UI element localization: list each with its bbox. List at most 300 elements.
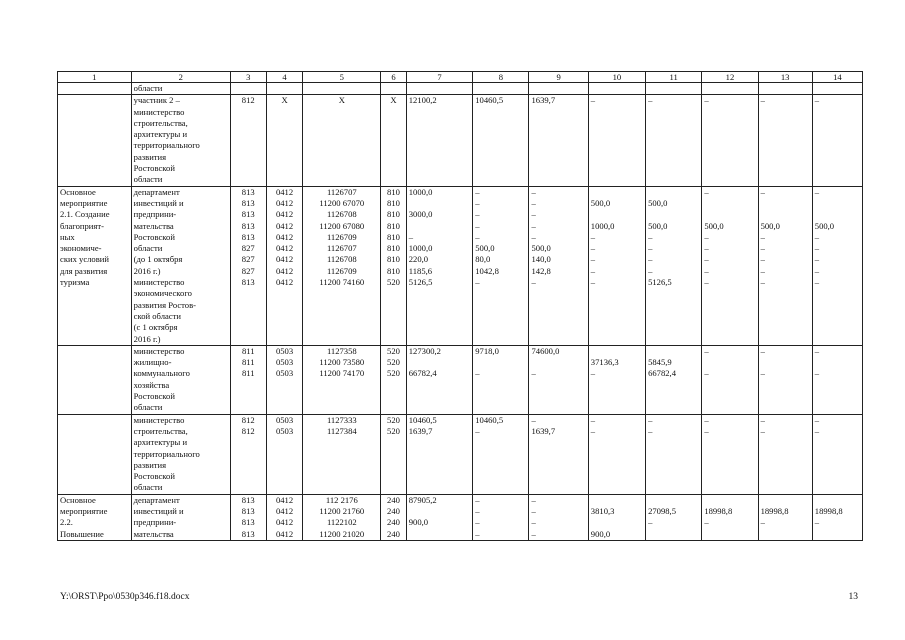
cell-line: 11200 74160 bbox=[319, 277, 365, 288]
cell-line: развития Ростов- bbox=[133, 299, 197, 310]
cell-line: 11200 21020 bbox=[319, 528, 365, 539]
cell-line: 1000,0 bbox=[408, 243, 433, 254]
table-cell-col-11 bbox=[646, 414, 702, 494]
cell-line: 813 bbox=[241, 186, 255, 197]
cell-line: 0503 bbox=[275, 345, 294, 356]
cell-line: Х bbox=[390, 95, 397, 106]
cell-line: – bbox=[475, 186, 480, 197]
cell-line: туризма bbox=[60, 277, 90, 288]
table-row bbox=[58, 345, 863, 414]
cell-line bbox=[761, 198, 810, 209]
cell-line: мательства bbox=[133, 528, 174, 539]
table-cell-col-6 bbox=[381, 83, 407, 95]
table-cell-col-9 bbox=[529, 494, 588, 540]
cell-line: 220,0 bbox=[408, 254, 429, 265]
cell-line: мероприятие bbox=[60, 505, 108, 516]
column-number-header: 2 bbox=[131, 72, 230, 83]
table-cell-col-12 bbox=[702, 494, 758, 540]
cell-line: участник 2 – bbox=[133, 95, 180, 106]
cell-line: Ростовской bbox=[133, 231, 175, 242]
cell-line: – bbox=[475, 231, 480, 242]
cell-line: хозяйства bbox=[133, 379, 170, 390]
table-cell-col-5 bbox=[303, 345, 381, 414]
cell-line: Х bbox=[281, 95, 288, 106]
cell-line: – bbox=[760, 368, 765, 379]
cell-line: – bbox=[648, 254, 653, 265]
cell-line: министерство bbox=[133, 414, 185, 425]
table-cell-col-13 bbox=[758, 95, 812, 186]
budget-table bbox=[57, 71, 863, 541]
cell-line: 0412 bbox=[275, 528, 294, 539]
cell-line: – bbox=[814, 277, 820, 288]
cell-line: мероприятие bbox=[60, 197, 108, 208]
cell-line: 0503 bbox=[275, 414, 294, 425]
cell-line: – bbox=[704, 265, 709, 276]
cell-line: 810 bbox=[387, 186, 400, 197]
cell-line: 810 bbox=[387, 231, 400, 242]
cell-line bbox=[531, 357, 585, 368]
cell-line: (с 1 октября bbox=[133, 322, 178, 333]
cell-line: – bbox=[704, 425, 709, 436]
column-number-header: 13 bbox=[758, 72, 812, 83]
table-cell-col-13 bbox=[758, 83, 812, 95]
cell-line: 2016 г.) bbox=[133, 333, 161, 344]
table-cell-col-9 bbox=[529, 186, 588, 345]
cell-line bbox=[761, 529, 810, 540]
cell-line: – bbox=[648, 243, 653, 254]
cell-line: – bbox=[590, 414, 596, 425]
cell-line: инвестиций и bbox=[133, 505, 184, 516]
cell-line: – bbox=[531, 517, 536, 528]
cell-line bbox=[233, 83, 264, 94]
table-cell-col-4 bbox=[266, 83, 303, 95]
cell-line: 1639,7 bbox=[531, 425, 556, 436]
table-cell-col-12 bbox=[702, 186, 758, 345]
cell-line: 500,0 bbox=[648, 197, 668, 208]
cell-line: – bbox=[814, 368, 820, 379]
cell-line: 500,0 bbox=[760, 220, 780, 231]
cell-line: 500,0 bbox=[590, 197, 611, 208]
cell-line: 813 bbox=[241, 231, 255, 242]
cell-line: ских условий bbox=[60, 254, 109, 265]
cell-line: 500,0 bbox=[531, 243, 551, 254]
cell-line: 827 bbox=[241, 254, 255, 265]
cell-line bbox=[475, 357, 526, 368]
table-cell-col-4 bbox=[266, 414, 303, 494]
cell-line: 11200 21760 bbox=[319, 505, 365, 516]
cell-line: строительства, bbox=[133, 425, 188, 436]
cell-line: 500,0 bbox=[475, 243, 495, 254]
cell-line: департамент bbox=[133, 494, 180, 505]
cell-line: – bbox=[590, 243, 596, 254]
cell-line bbox=[704, 198, 755, 209]
cell-line: – bbox=[760, 277, 765, 288]
cell-line: 240 bbox=[387, 494, 400, 505]
table-cell-col-8 bbox=[473, 345, 529, 414]
cell-line: Ростовской bbox=[133, 391, 175, 402]
cell-line: 140,0 bbox=[531, 254, 551, 265]
table-cell-col-5 bbox=[303, 83, 381, 95]
cell-line: области bbox=[133, 482, 163, 493]
cell-line: 810 bbox=[387, 254, 400, 265]
table-cell-col-4 bbox=[266, 345, 303, 414]
table-cell-col-14 bbox=[812, 345, 862, 414]
cell-line: 18998,8 bbox=[760, 505, 789, 516]
cell-line: предприни- bbox=[133, 209, 177, 220]
cell-line: – bbox=[475, 494, 480, 505]
table-row bbox=[58, 83, 863, 95]
cell-line: 87905,2 bbox=[408, 494, 437, 505]
cell-line: – bbox=[814, 517, 820, 528]
cell-line: – bbox=[475, 425, 480, 436]
cell-line: – bbox=[531, 197, 536, 208]
cell-line bbox=[704, 83, 755, 94]
table-cell-col-2 bbox=[131, 95, 230, 186]
cell-line: – bbox=[704, 95, 709, 106]
table-cell-col-12 bbox=[702, 95, 758, 186]
cell-line: благоприят- bbox=[60, 220, 104, 231]
cell-line: 1127384 bbox=[326, 425, 357, 436]
cell-line: области bbox=[133, 402, 163, 413]
cell-line: 500,0 bbox=[648, 220, 668, 231]
cell-line: 74600,0 bbox=[531, 345, 560, 356]
cell-line bbox=[815, 198, 860, 209]
cell-line: – bbox=[590, 231, 596, 242]
column-number-header: 5 bbox=[303, 72, 381, 83]
column-number-header: 6 bbox=[381, 72, 407, 83]
cell-line: 2016 г.) bbox=[133, 265, 161, 276]
cell-line: – bbox=[760, 414, 765, 425]
cell-line: 827 bbox=[241, 265, 255, 276]
cell-line: 900,0 bbox=[590, 528, 611, 539]
table-cell-col-12 bbox=[702, 345, 758, 414]
cell-line: 66782,4 bbox=[648, 368, 676, 379]
cell-line bbox=[648, 495, 699, 506]
table-cell-col-12 bbox=[702, 83, 758, 95]
cell-line: – bbox=[531, 186, 536, 197]
cell-line: – bbox=[704, 231, 709, 242]
table-cell-col-14 bbox=[812, 95, 862, 186]
cell-line: мательства bbox=[133, 220, 174, 231]
cell-line: 1185,6 bbox=[408, 265, 433, 276]
cell-line bbox=[475, 83, 526, 94]
cell-line bbox=[704, 357, 755, 368]
cell-line: – bbox=[408, 231, 414, 242]
cell-line: – bbox=[531, 505, 536, 516]
cell-line bbox=[704, 209, 755, 220]
cell-line: 900,0 bbox=[408, 517, 429, 528]
cell-line: – bbox=[648, 517, 653, 528]
cell-line: области bbox=[133, 174, 163, 185]
cell-line: – bbox=[475, 220, 480, 231]
cell-line: – bbox=[531, 277, 536, 288]
cell-line bbox=[591, 517, 643, 528]
cell-line: 0412 bbox=[275, 186, 294, 197]
cell-line: – bbox=[475, 197, 480, 208]
cell-line bbox=[531, 83, 585, 94]
table-cell-col-5 bbox=[303, 414, 381, 494]
cell-line bbox=[409, 83, 470, 94]
table-cell-col-10 bbox=[588, 83, 645, 95]
cell-line: – bbox=[704, 277, 709, 288]
cell-line: – bbox=[590, 95, 596, 106]
cell-line: экономического bbox=[133, 288, 192, 299]
cell-line: – bbox=[760, 517, 765, 528]
cell-line: департамент bbox=[133, 186, 180, 197]
cell-line: территориального bbox=[133, 448, 200, 459]
cell-line: 810 bbox=[387, 209, 400, 220]
cell-line: 1000,0 bbox=[590, 220, 615, 231]
cell-line: 500,0 bbox=[814, 220, 835, 231]
cell-line: 240 bbox=[387, 505, 400, 516]
cell-line bbox=[409, 221, 470, 232]
table-cell-col-1 bbox=[58, 414, 132, 494]
cell-line: 1126708 bbox=[326, 254, 357, 265]
table-cell-col-14 bbox=[812, 494, 862, 540]
cell-line: – bbox=[704, 243, 709, 254]
column-number-header: 12 bbox=[702, 72, 758, 83]
cell-line: 810 bbox=[387, 220, 400, 231]
cell-line bbox=[591, 209, 643, 220]
cell-line: Х bbox=[338, 95, 345, 106]
header-row bbox=[58, 72, 863, 83]
cell-line: – bbox=[814, 254, 820, 265]
cell-line bbox=[591, 495, 643, 506]
cell-line: 0412 bbox=[275, 254, 294, 265]
table-cell-col-7 bbox=[406, 494, 472, 540]
cell-line: Ростовской bbox=[133, 471, 175, 482]
cell-line: 66782,4 bbox=[408, 368, 437, 379]
table-row bbox=[58, 414, 863, 494]
cell-line: 520 bbox=[387, 345, 400, 356]
cell-line: области bbox=[133, 83, 163, 93]
column-number-header: 9 bbox=[529, 72, 588, 83]
cell-line: предприни- bbox=[133, 517, 177, 528]
table-cell-col-7 bbox=[406, 83, 472, 95]
table-cell-col-10 bbox=[588, 186, 645, 345]
cell-line: 27098,5 bbox=[648, 505, 676, 516]
cell-line bbox=[815, 529, 860, 540]
cell-line bbox=[591, 187, 643, 198]
cell-line: – bbox=[760, 265, 765, 276]
cell-line: – bbox=[531, 231, 536, 242]
table-cell-col-2 bbox=[131, 83, 230, 95]
cell-line: – bbox=[648, 95, 653, 106]
cell-line: 240 bbox=[387, 517, 400, 528]
cell-line: 10460,5 bbox=[408, 414, 437, 425]
cell-line: 1639,7 bbox=[531, 95, 556, 106]
cell-line: 9718,0 bbox=[475, 345, 499, 356]
table-cell-col-11 bbox=[646, 186, 702, 345]
cell-line: 1639,7 bbox=[408, 425, 433, 436]
cell-line: 18998,8 bbox=[814, 505, 843, 516]
table-cell-col-1 bbox=[58, 83, 132, 95]
cell-line: 0503 bbox=[275, 357, 294, 368]
table-cell-col-5 bbox=[303, 186, 381, 345]
table-cell-col-4 bbox=[266, 494, 303, 540]
cell-line: 0503 bbox=[275, 368, 294, 379]
cell-line: 5845,9 bbox=[648, 357, 672, 368]
table-cell-col-10 bbox=[588, 494, 645, 540]
cell-line: – bbox=[475, 505, 480, 516]
cell-line: 1122102 bbox=[326, 517, 357, 528]
cell-line: – bbox=[814, 186, 820, 197]
table-cell-col-8 bbox=[473, 95, 529, 186]
cell-line: министерство bbox=[133, 345, 185, 356]
cell-line: – bbox=[590, 277, 596, 288]
cell-line: 5126,5 bbox=[648, 277, 672, 288]
table-cell-col-11 bbox=[646, 83, 702, 95]
cell-line: 827 bbox=[241, 243, 255, 254]
cell-line: Основное bbox=[60, 494, 96, 505]
cell-line: 1126707 bbox=[326, 243, 357, 254]
table-cell-col-6 bbox=[381, 95, 407, 186]
cell-line: – bbox=[590, 425, 596, 436]
cell-line bbox=[761, 83, 810, 94]
table-cell-col-2 bbox=[131, 186, 230, 345]
cell-line: – bbox=[704, 345, 709, 356]
cell-line: – bbox=[475, 517, 480, 528]
cell-line: 3000,0 bbox=[408, 209, 433, 220]
table-cell-col-14 bbox=[812, 414, 862, 494]
table-cell-col-6 bbox=[381, 494, 407, 540]
cell-line: – bbox=[704, 254, 709, 265]
table-cell-col-5 bbox=[303, 95, 381, 186]
cell-line bbox=[648, 209, 699, 220]
cell-line: – bbox=[590, 368, 596, 379]
table-cell-col-2 bbox=[131, 494, 230, 540]
cell-line: – bbox=[814, 425, 820, 436]
table-cell-col-3 bbox=[230, 186, 266, 345]
cell-line bbox=[648, 529, 699, 540]
cell-line: 1127333 bbox=[326, 414, 357, 425]
cell-line: министерство bbox=[133, 106, 185, 117]
column-number-header: 3 bbox=[230, 72, 266, 83]
cell-line: 812 bbox=[241, 425, 255, 436]
table-cell-col-10 bbox=[588, 95, 645, 186]
cell-line bbox=[383, 83, 404, 94]
cell-line: 0412 bbox=[275, 265, 294, 276]
cell-line: 142,8 bbox=[531, 265, 551, 276]
table-cell-col-2 bbox=[131, 345, 230, 414]
cell-line: 80,0 bbox=[475, 254, 491, 265]
cell-line: строительства, bbox=[133, 117, 188, 128]
cell-line: развития bbox=[133, 151, 167, 162]
table-cell-col-10 bbox=[588, 414, 645, 494]
cell-line: 520 bbox=[387, 277, 400, 288]
cell-line bbox=[409, 198, 470, 209]
cell-line: 813 bbox=[241, 197, 255, 208]
cell-line: – bbox=[704, 414, 709, 425]
table-row bbox=[58, 494, 863, 540]
cell-line: – bbox=[814, 265, 820, 276]
cell-line: 11200 73580 bbox=[319, 357, 365, 368]
table-row bbox=[58, 186, 863, 345]
cell-line: 0412 bbox=[275, 505, 294, 516]
cell-line bbox=[409, 357, 470, 368]
cell-line: – bbox=[760, 186, 765, 197]
cell-line: 127300,2 bbox=[408, 345, 441, 356]
table-cell-col-4 bbox=[266, 95, 303, 186]
cell-line: 813 bbox=[241, 277, 255, 288]
cell-line: 1000,0 bbox=[408, 186, 433, 197]
cell-line: – bbox=[760, 243, 765, 254]
cell-line: 810 bbox=[387, 243, 400, 254]
cell-line bbox=[761, 495, 810, 506]
cell-line: – bbox=[475, 368, 480, 379]
cell-line: – bbox=[648, 425, 653, 436]
cell-line: 1126709 bbox=[326, 231, 357, 242]
cell-line: – bbox=[648, 231, 653, 242]
cell-line: 813 bbox=[241, 505, 255, 516]
cell-line: 813 bbox=[241, 517, 255, 528]
table-cell-col-1 bbox=[58, 95, 132, 186]
cell-line: 1126709 bbox=[326, 265, 357, 276]
table-cell-col-13 bbox=[758, 345, 812, 414]
table-cell-col-10 bbox=[588, 345, 645, 414]
cell-line: 813 bbox=[241, 220, 255, 231]
table-cell-col-13 bbox=[758, 414, 812, 494]
cell-line: области bbox=[133, 243, 163, 254]
cell-line bbox=[815, 83, 860, 94]
cell-line: 810 bbox=[387, 197, 400, 208]
cell-line bbox=[648, 83, 699, 94]
cell-line: – bbox=[590, 254, 596, 265]
cell-line: – bbox=[475, 209, 480, 220]
cell-line: – bbox=[814, 95, 820, 106]
cell-line bbox=[409, 529, 470, 540]
document-path: Y:\ORST\Ppo\0530p346.f18.docx bbox=[60, 592, 190, 602]
table-cell-col-3 bbox=[230, 345, 266, 414]
cell-line: 11200 67070 bbox=[319, 197, 365, 208]
cell-line: – bbox=[531, 414, 536, 425]
cell-line: 813 bbox=[241, 494, 255, 505]
table-cell-col-7 bbox=[406, 414, 472, 494]
cell-line: – bbox=[760, 254, 765, 265]
cell-line: Основное bbox=[60, 186, 96, 197]
cell-line: – bbox=[704, 368, 709, 379]
cell-line bbox=[761, 357, 810, 368]
cell-line: 10460,5 bbox=[475, 414, 504, 425]
cell-line: Повышение bbox=[60, 528, 104, 539]
table-cell-col-3 bbox=[230, 83, 266, 95]
cell-line: – bbox=[704, 186, 709, 197]
cell-line: 1126708 bbox=[326, 209, 357, 220]
table-cell-col-13 bbox=[758, 186, 812, 345]
cell-line bbox=[704, 495, 755, 506]
cell-line: 812 bbox=[241, 95, 255, 106]
table-cell-col-11 bbox=[646, 494, 702, 540]
column-number-header: 1 bbox=[58, 72, 132, 83]
page-number: 13 bbox=[848, 592, 858, 602]
table-cell-col-4 bbox=[266, 186, 303, 345]
cell-line: 520 bbox=[387, 368, 400, 379]
cell-line: 811 bbox=[241, 368, 255, 379]
table-cell-col-6 bbox=[381, 345, 407, 414]
cell-line bbox=[269, 83, 301, 94]
cell-line: 37136,3 bbox=[590, 357, 619, 368]
cell-line: 240 bbox=[387, 528, 400, 539]
cell-line: 0503 bbox=[275, 425, 294, 436]
cell-line: – bbox=[648, 414, 653, 425]
cell-line bbox=[409, 506, 470, 517]
cell-line: – bbox=[531, 209, 536, 220]
cell-line bbox=[815, 209, 860, 220]
cell-line: – bbox=[648, 265, 653, 276]
cell-line: 812 bbox=[241, 414, 255, 425]
table-cell-col-13 bbox=[758, 494, 812, 540]
cell-line: 520 bbox=[387, 357, 400, 368]
